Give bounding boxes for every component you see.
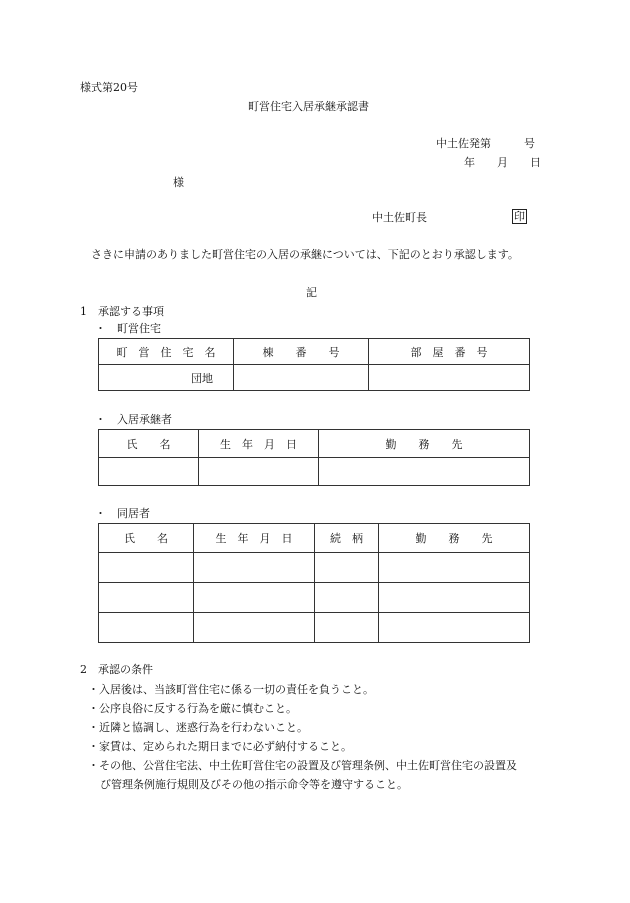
housing-header-room: 部 屋 番 号 (369, 339, 530, 365)
successor-label: ・ 入居承継者 (95, 413, 172, 426)
cohabitants-header-birthdate: 生 年 月 日 (194, 524, 315, 553)
table-row (99, 583, 530, 613)
successor-cell-name (99, 458, 199, 486)
cohabitants-header-relation: 続 柄 (315, 524, 379, 553)
cohabitants-table (98, 523, 530, 643)
successor-header-birthdate: 生 年 月 日 (199, 430, 319, 458)
condition-item: ・家賃は、定められた期日までに必ず納付すること。 (88, 740, 352, 753)
condition-item: ・近隣と協調し、迷惑行為を行わないこと。 (88, 721, 308, 734)
table-row (99, 553, 530, 583)
successor-cell-birthdate (199, 458, 319, 486)
seal-mark: 印 (514, 210, 525, 223)
successor-header-workplace: 勤 務 先 (319, 430, 530, 458)
housing-cell-name: 団地 (99, 365, 234, 391)
housing-header-name: 町 営 住 宅 名 (99, 339, 234, 365)
issue-date: 年 月 日 (464, 156, 541, 169)
housing-cell-building (234, 365, 369, 391)
successor-header-name: 氏 名 (99, 430, 199, 458)
cohabitants-label: ・ 同居者 (95, 507, 150, 520)
successor-table (98, 429, 530, 486)
housing-cell-room (369, 365, 530, 391)
condition-item-continued: び管理条例施行規則及びその他の指示命令等を遵守すること。 (100, 778, 408, 791)
successor-cell-workplace (319, 458, 530, 486)
intro-text: さきに申請のありました町営住宅の入居の承継については、下記のとおり承認します。 (91, 248, 519, 261)
table-row (99, 613, 530, 643)
condition-item: ・公序良俗に反する行為を厳に慎むこと。 (88, 702, 297, 715)
form-number: 様式第20号 (80, 81, 138, 94)
housing-header-building: 棟 番 号 (234, 339, 369, 365)
recipient-suffix: 様 (173, 176, 184, 189)
document-number: 中土佐発第 号 (436, 137, 535, 150)
issuer-name: 中土佐町長 (372, 211, 427, 224)
cohabitants-header-workplace: 勤 務 先 (379, 524, 530, 553)
section1-heading: 1 承認する事項 (80, 305, 164, 318)
housing-label: ・ 町営住宅 (95, 322, 161, 335)
housing-table (98, 338, 530, 391)
document-title: 町営住宅入居承継承認書 (248, 100, 369, 113)
condition-item: ・入居後は、当該町営住宅に係る一切の責任を負うこと。 (88, 683, 374, 696)
section2-heading: 2 承認の条件 (80, 663, 153, 676)
condition-item: ・その他、公営住宅法、中土佐町営住宅の設置及び管理条例、中土佐町営住宅の設置及 (88, 759, 517, 772)
ki-heading: 記 (306, 286, 317, 299)
cohabitants-header-name: 氏 名 (99, 524, 194, 553)
